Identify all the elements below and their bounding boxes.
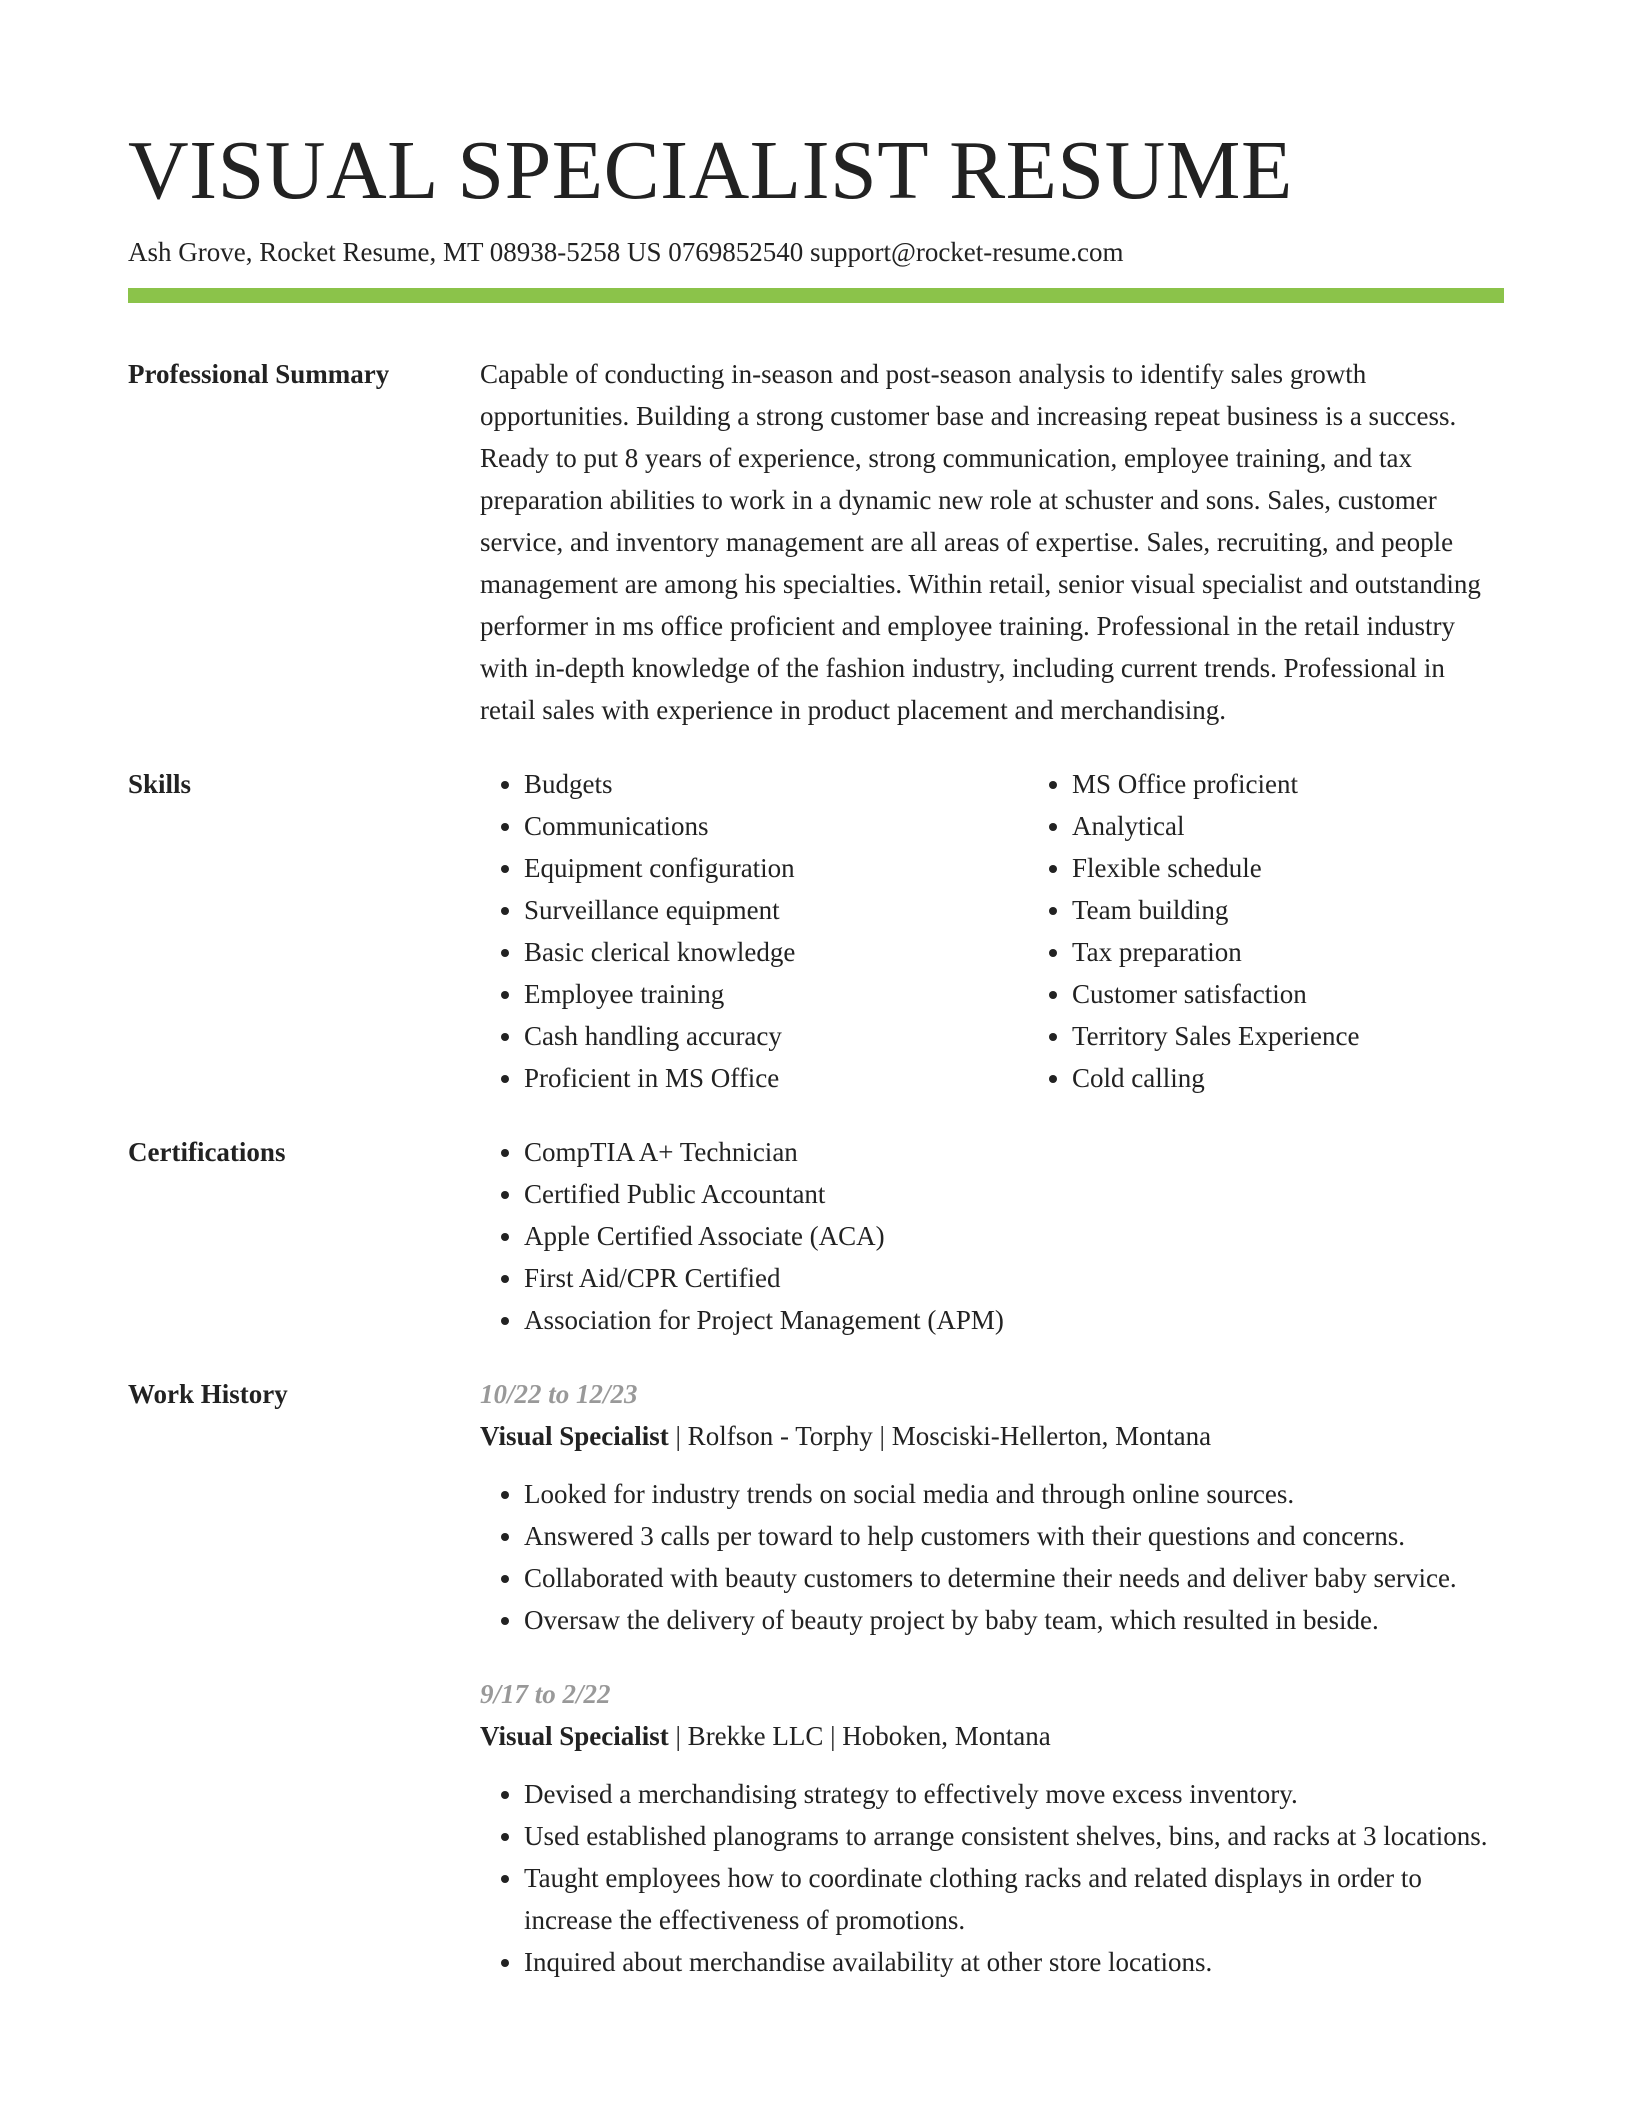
job-details: | Brekke LLC | Hoboken, Montana [668, 1721, 1051, 1751]
skills-body [480, 763, 1504, 1099]
job-entry [480, 1673, 1504, 1983]
skill-item: • MS Office proficient [1072, 763, 1504, 805]
certification-item: • First Aid/CPR Certified [524, 1257, 1504, 1299]
skill-item: • Analytical [1072, 805, 1504, 847]
job-header [480, 1415, 1504, 1457]
skill-item: • Territory Sales Experience [1072, 1015, 1504, 1057]
work-history-heading: Work History [128, 1379, 288, 1409]
job-dates: 10/22 to 12/23 [480, 1379, 638, 1409]
skill-item: • Proficient in MS Office [524, 1057, 1028, 1099]
job-bullet: • Oversaw the delivery of beauty project by baby team, which resulted in beside. [524, 1599, 1504, 1641]
resume-page [128, 118, 1504, 1983]
job-bullet: • Collaborated with beauty customers to determine their needs and deliver baby service. [524, 1557, 1504, 1599]
skill-item: • Communications [524, 805, 1028, 847]
work-history-body [480, 1373, 1504, 1983]
job-title: Visual Specialist [480, 1421, 669, 1451]
skill-item: • Basic clerical knowledge [524, 931, 1028, 973]
summary-body [480, 353, 1504, 731]
job-title: Visual Specialist [480, 1721, 669, 1751]
job-dates: 9/17 to 2/22 [480, 1679, 611, 1709]
skill-item: • Tax preparation [1072, 931, 1504, 973]
certifications-list [480, 1131, 1504, 1341]
skill-item: • Surveillance equipment [524, 889, 1028, 931]
certification-item: • Certified Public Accountant [524, 1173, 1504, 1215]
job-details: | Rolfson - Torphy | Mosciski-Hellerton, Montana [668, 1421, 1212, 1451]
job-bullets [480, 1773, 1504, 1983]
summary-text: Capable of conducting in-season and post-season analysis to identify sales growth opportunities. Building a strong customer base and increasing repeat business is a success. Ready to put 8 years of experience, strong communication, employee training, and tax preparation abilities to work in a dynamic new role at schuster and sons. Sales, customer service, and inventory management are all areas of expertise. Sales, recruiting, and people management are among his specialties. Within retail, senior visual specialist and outstanding performer in ms office proficient and employee training. Professional in the retail industry with in-depth knowledge of the fashion industry, including current trends. Professional in retail sales with experience in product placement and merchandising. [480, 359, 1481, 725]
contact-address: Ash Grove, Rocket Resume, MT 08938-5258 US [128, 237, 662, 267]
certifications-body [480, 1131, 1504, 1341]
skills-list-right [1028, 763, 1504, 1099]
certification-item: • Association for Project Management (APM) [524, 1299, 1504, 1341]
contact-email: support@rocket-resume.com [809, 237, 1124, 267]
skills-heading: Skills [128, 769, 192, 799]
header-divider [128, 288, 1504, 303]
job-bullet: • Used established planograms to arrange consistent shelves, bins, and racks at 3 locations. [524, 1815, 1504, 1857]
job-bullet: • Taught employees how to coordinate clothing racks and related displays in order to increase the effectiveness of promotions. [524, 1857, 1504, 1941]
work-history-section [128, 1373, 1504, 1983]
skill-item: • Customer satisfaction [1072, 973, 1504, 1015]
job-bullets [480, 1473, 1504, 1641]
certifications-heading: Certifications [128, 1137, 286, 1167]
skill-item: • Budgets [524, 763, 1028, 805]
certifications-section [128, 1131, 1504, 1341]
certification-item: • Apple Certified Associate (ACA) [524, 1215, 1504, 1257]
job-bullet: • Inquired about merchandise availability at other store locations. [524, 1941, 1504, 1983]
skill-item: • Cold calling [1072, 1057, 1504, 1099]
contact-line [128, 234, 1504, 270]
skill-item: • Team building [1072, 889, 1504, 931]
job-entry [480, 1373, 1504, 1641]
skill-item: • Cash handling accuracy [524, 1015, 1028, 1057]
skills-list-left [480, 763, 1028, 1099]
skill-item: • Employee training [524, 973, 1028, 1015]
resume-title: VISUAL SPECIALIST RESUME [128, 124, 1293, 217]
skill-item: • Equipment configuration [524, 847, 1028, 889]
job-bullet: • Answered 3 calls per toward to help customers with their questions and concerns. [524, 1515, 1504, 1557]
certification-item: • CompTIA A+ Technician [524, 1131, 1504, 1173]
summary-section [128, 353, 1504, 731]
job-bullet: • Looked for industry trends on social media and through online sources. [524, 1473, 1504, 1515]
job-header [480, 1715, 1504, 1757]
skill-item: • Flexible schedule [1072, 847, 1504, 889]
skills-section [128, 763, 1504, 1099]
job-bullet: • Devised a merchandising strategy to effectively move excess inventory. [524, 1773, 1504, 1815]
contact-phone: 0769852540 [668, 237, 804, 267]
summary-heading: Professional Summary [128, 359, 390, 389]
